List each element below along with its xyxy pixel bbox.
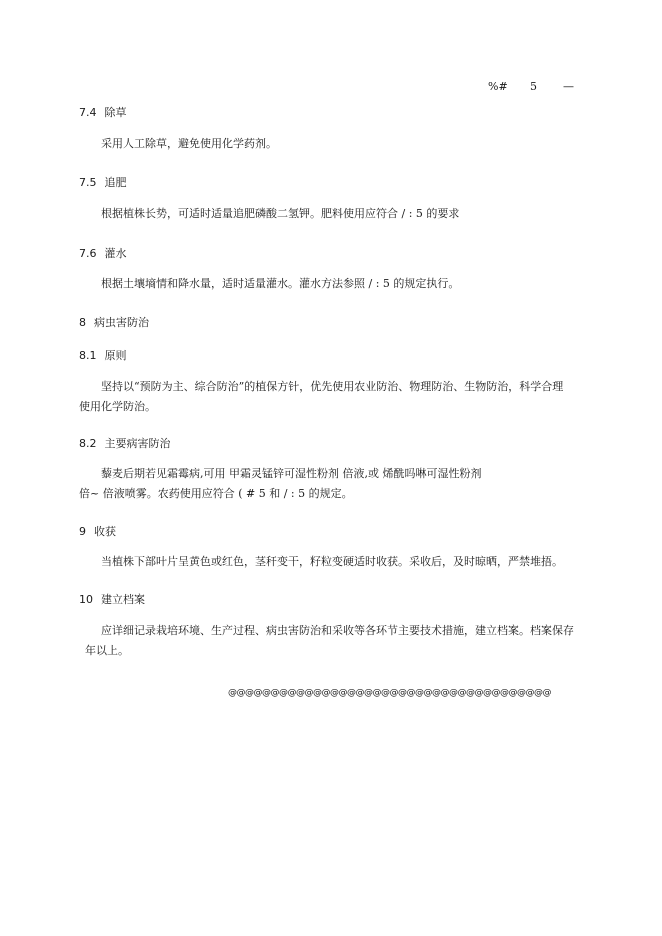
section-number: 10 — [79, 593, 93, 606]
section-number: 9 — [79, 525, 86, 538]
section-title: 收获 — [94, 525, 116, 538]
section-heading-10 — [79, 591, 145, 607]
section-heading-9 — [79, 523, 116, 539]
paragraph-7-6: 根据土壤墒情和降水量，适时适量灌水。灌水方法参照 / : 5 的规定执行。 — [101, 277, 460, 290]
section-number: 8.1 — [79, 349, 97, 362]
section-heading-7-6 — [79, 245, 127, 261]
paragraph-8-1-line-2: 使用化学防治。 — [79, 400, 156, 413]
paragraph-7-4: 采用人工除草，避免使用化学药剂。 — [101, 137, 277, 150]
section-title: 原则 — [104, 349, 127, 362]
section-number: 7.5 — [79, 176, 97, 189]
paragraph-7-5: 根据植株长势，可适时适量追肥磷酸二氢钾。肥料使用应符合 / : 5 的要求 — [101, 207, 460, 220]
header-number: 5 — [530, 80, 537, 93]
section-number: 8 — [79, 316, 86, 329]
header-dash: — — [563, 80, 574, 93]
paragraph-8-1-line-1: 坚持以“预防为主、综合防治”的植保方针，优先使用农业防治、物理防治、生物防治，科学合理 — [101, 380, 564, 393]
section-title: 主要病害防治 — [104, 437, 171, 450]
section-title: 建立档案 — [101, 593, 145, 606]
section-number: 7.6 — [79, 247, 97, 260]
header-code: %# — [488, 80, 508, 93]
section-heading-7-5 — [79, 174, 127, 190]
section-title: 除草 — [104, 106, 127, 119]
paragraph-8-2-line-2: 倍~ 倍液喷雾。农药使用应符合 ( # 5 和 / : 5 的规定。 — [79, 487, 353, 500]
section-heading-8-2 — [79, 435, 171, 451]
paragraph-8-2-line-1: 藜麦后期若见霜霉病,可用 甲霜灵锰锌可湿性粉剂 倍液,或 烯酰吗啉可湿性粉剂 — [101, 467, 482, 480]
section-heading-7-4 — [79, 104, 127, 120]
section-number: 7.4 — [79, 106, 97, 119]
section-title: 灌水 — [104, 247, 127, 260]
section-title: 追肥 — [104, 176, 127, 189]
paragraph-10-line-1: 应详细记录栽培环境、生产过程、病虫害防治和采收等各环节主要技术措施，建立档案。档案保存 — [101, 624, 574, 637]
section-title: 病虫害防治 — [94, 316, 149, 329]
section-heading-8-1 — [79, 347, 127, 363]
section-heading-8 — [79, 314, 149, 330]
end-of-document-mark: @@@@@@@@@@@@@@@@@@@@@@@@@@@@@@@@@@@@@@ — [228, 688, 551, 698]
section-number: 8.2 — [79, 437, 97, 450]
paragraph-9: 当植株下部叶片呈黄色或红色，茎秆变干，籽粒变硬适时收获。采收后，及时晾晒，严禁堆捂。 — [101, 555, 563, 568]
paragraph-10-line-2: 年以上。 — [85, 644, 129, 657]
